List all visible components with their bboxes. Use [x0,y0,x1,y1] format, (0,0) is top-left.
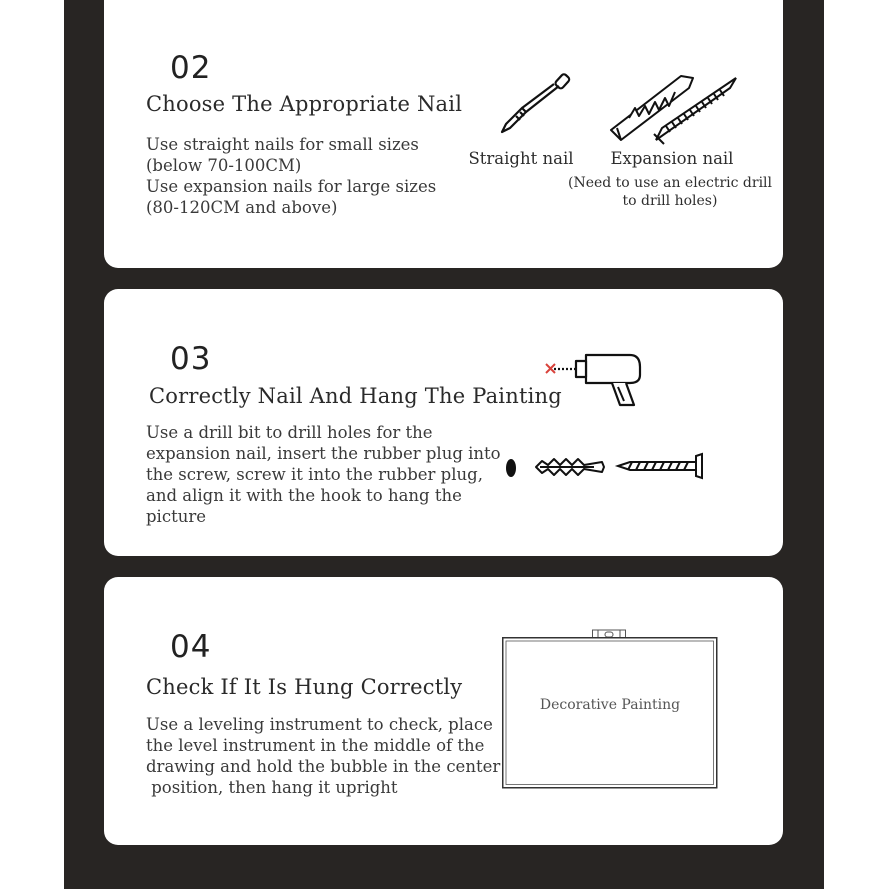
step-number: 04 [170,629,212,665]
step-title: Choose The Appropriate Nail [146,92,463,116]
step-card-02 [104,0,783,268]
step-card-03 [104,289,783,556]
step-number: 02 [170,50,212,86]
step-title: Check If It Is Hung Correctly [146,675,463,699]
drill-note-line2: to drill holes) [622,193,718,209]
drill-hole-icon [504,457,518,479]
expansion-nail-label: Expansion nail [610,149,734,168]
painting-frame-icon [502,637,718,789]
rubber-plug-icon [534,456,606,478]
straight-nail-icon [496,72,576,152]
step-description: Use a leveling instrument to check, place the level instrument in the middle of the drawing and hold the bubble in the center position, then hang it upright [146,715,501,797]
step-number: 03 [170,341,212,377]
electric-drill-icon [546,349,646,411]
step-description: Use straight nails for small sizes (below 70-100CM) Use expansion nails for large sizes (80-120CM and above) [146,135,437,217]
straight-nail-label: Straight nail [468,149,574,168]
step-title: Correctly Nail And Hang The Painting [149,384,562,408]
painting-label: Decorative Painting [539,697,681,713]
screw-icon [652,74,742,144]
step-card-04 [104,577,783,845]
drill-note-line1: (Need to use an electric drill [567,175,772,191]
step-description: Use a drill bit to drill holes for the expansion nail, insert the rubber plug into the screw, screw it into the rubber plug, and align it with the hook to hang the picture [146,423,501,526]
screw-icon [616,452,706,480]
